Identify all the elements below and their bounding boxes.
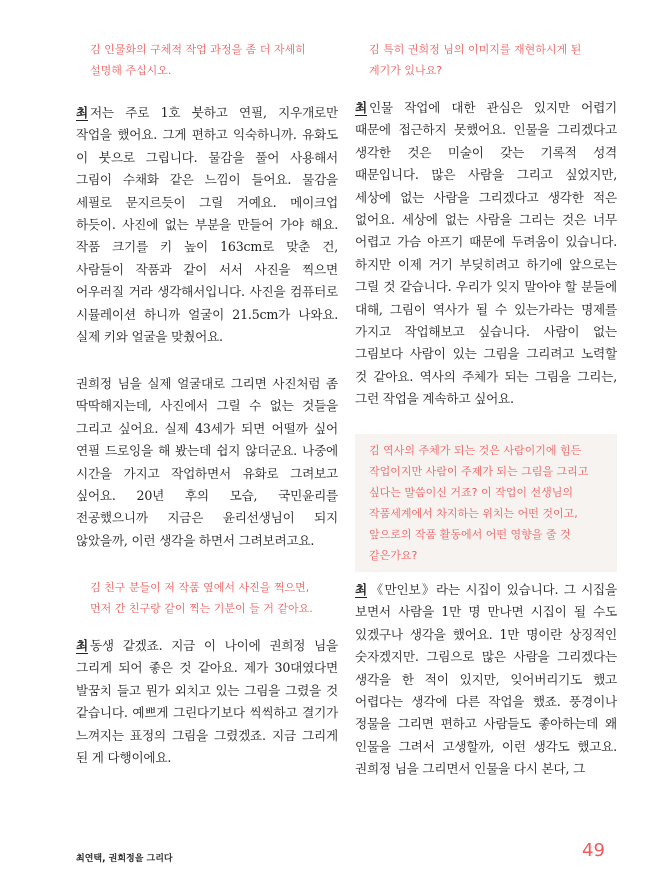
- answer-1: [76, 102, 338, 348]
- speaker-mark: 최: [76, 638, 88, 653]
- answer-3-text: 동생 같겠죠. 지금 이 나이에 권희정 님을 그리게 되어 좋은 것 같아요. 제가 30대였다면 발꿈치 들고 뭔가 외치고 있는 그림을 그렸을 것 같습니다. 예쁘게 그린다기보다 씩씩하고 결기가 느껴지는 표정의 그림을 그렸겠죠. 지금 그리게 된 게 다행이에요.: [76, 638, 338, 766]
- question-2: 김 친구 분들이 저 작품 옆에서 사진을 찍으면, 먼저 간 친구랑 같이 찍는 기분이 들 거 같아요.: [90, 581, 313, 615]
- speaker-mark: 최: [76, 105, 88, 120]
- answer-4-text: 인물 작업에 대한 관심은 있지만 어렵기 때문에 접근하지 못했어요. 인물을 그리겠다고 생각한 것은 미술이 갖는 기록적 성격 때문입니다. 많은 사람을 그리고 싶었지만, 세상에 없는 사람을 그리겠다고 생각한 적은 없어요. 세상에 없는 사람을 그리는 것은 너무 어렵고 가슴 아프기 때문에 두려움이 있습니다. 하지만 이제 거기 부딪히려고 하기에 앞으로는 그릴 것 같습니다. 우리가 잊지 말아야 할 분들에 대해, 그림이 역사가 될 수 있는가라는 명제를 가지고 작업해보고 싶습니다. 사람이 없는 그림보다 사람이 있는 그림을 그리려고 노력할 것 같아요. 역사의 주체가 되는 그림을 그리는, 그런 작업을 계속하고 싶어요.: [355, 100, 617, 407]
- question-1: 김 인물화의 구체적 작업 과정을 좀 더 자세히 설명해 주십시오.: [90, 43, 306, 77]
- question-3: 김 특히 권희정 님의 이미지를 재현하시게 된 계기가 있나요?: [369, 43, 582, 77]
- answer-5-text: 《만인보》라는 시집이 있습니다. 그 시집을 보면서 사람을 1만 명 만나면 시집이 될 수도 있겠구나 생각을 했어요. 1만 명이란 상징적인 숫자겠지만. 그림으로 많은 사람을 그리겠다는 생각을 한 적이 있지만, 잊어버리기도 했고 어렵다는 생각에 다른 작업을 했죠. 풍경이나 정물을 그리면 편하고 사람들도 좋아하는데 왜 인물을 그려서 고생할까, 이런 생각도 했고요. 권희정 님을 그리면서 인물을 다시 본다, 그: [355, 582, 617, 777]
- footer-title: 최연택, 권희정을 그리다: [76, 854, 173, 864]
- answer-1-text: 저는 주로 1호 붓하고 연필, 지우개로만 작업을 했어요. 그게 편하고 익숙하니까. 유화도 이 붓으로 그립니다. 물감을 풀어 사용해서 그림이 수채화 같은 느낌이 들어요. 물감을 세필로 문지르듯이 그릴 거예요. 메이크업 하듯이. 사진에 없는 부분을 만들어 가야 해요. 작품 크기를 키 높이 163cm로 맞춘 건, 사람들이 작품과 같이 서서 사진을 찍으면 어우러질 거라 생각해서입니다. 사진을 컴퓨터로 시뮬레이션 하니까 얼굴이 21.5cm가 나와요. 실제 키와 얼굴을 맞췄어요.: [76, 105, 338, 345]
- answer-2: 권희정 님을 실제 얼굴대로 그리면 사진처럼 좀 딱딱해지는데, 사진에서 그릴 수 없는 것들을 그리고 싶어요. 실제 43세가 되면 어떨까 싶어 연필 드로잉을 해 봤는데 쉽지 않더군요. 나중에 시간을 가지고 작업하면서 유화로 그려보고 싶어요. 20년 후의 모습, 국민윤리를 전공했으니까 지금은 윤리선생님이 되지 않았을까, 이런 생각을 하면서 그려보려고요.: [76, 376, 338, 548]
- answer-5: [355, 579, 617, 781]
- page-number: 49: [582, 840, 605, 861]
- question-4: 김 역사의 주체가 되는 것은 사람이기에 힘든 작업이지만 사람이 주제가 되는 그림을 그리고 싶다는 말씀이신 거죠? 이 작업이 선생님의 작품세계에서 차지하는 위치는 어떤 것이고, 앞으로의 작품 활동에서 어떤 영향을 줄 것 같은가요?: [355, 434, 617, 572]
- answer-4: [355, 97, 617, 411]
- answer-3: [76, 635, 338, 769]
- speaker-mark: 최: [355, 100, 367, 115]
- speaker-mark: 최: [355, 582, 367, 597]
